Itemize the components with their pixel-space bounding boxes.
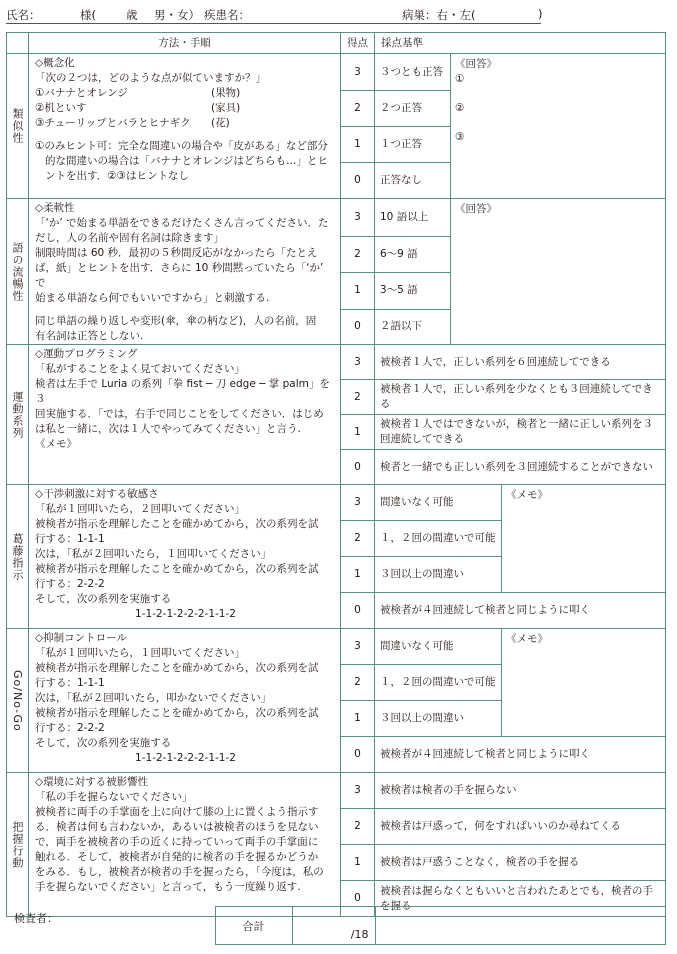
score-value: 0 [341, 881, 375, 917]
category-motor-series: 運動系列 [7, 345, 29, 485]
criteria-text: 被検者１人で，正しい系列を６回連続してできる [375, 345, 666, 380]
criteria-text: １つ正答 [375, 127, 451, 163]
category-fluency: 語の流暢性 [7, 199, 29, 345]
score-header: 得点 [341, 33, 375, 54]
criteria-text: 6〜9 語 [375, 236, 451, 273]
total-remarks-field[interactable] [375, 907, 665, 945]
age-label: 歳 [126, 8, 138, 22]
score-value: 3 [341, 485, 375, 521]
category-conflicting-instructions: 葛藤指示 [7, 485, 29, 629]
score-value: 1 [341, 557, 375, 593]
score-value: 0 [341, 737, 375, 773]
score-value: 1 [341, 845, 375, 881]
criteria-header: 採点基準 [375, 33, 666, 54]
criteria-text: 検者と一緒でも正しい系列を３回連続することができない [375, 450, 666, 485]
criteria-text: 被検者が４回連続して検者と同じように叩く [375, 737, 666, 773]
criteria-text: 間違いなく可能 [375, 485, 502, 521]
score-value: 3 [341, 345, 375, 380]
criteria-text: 10 語以上 [375, 199, 451, 237]
form-header [6, 4, 666, 24]
score-value: 2 [341, 809, 375, 845]
total-label: 合計 [215, 907, 292, 945]
footer-table [6, 906, 666, 945]
criteria-text: ２語以下 [375, 309, 451, 344]
criteria-text: １，２回の間違いで可能 [375, 521, 502, 557]
score-value: 1 [341, 701, 375, 737]
method-conflicting-instructions: ◇干渉刺激に対する敏感さ 「私が１回叩いたら，２回叩いてください」 被検者が指示を理解したことを確かめてから，次の系列を試 行する：1-1-1 次は，「私が２回叩いたら，１回叩いてください」 被検者が指示を理解したことを確かめてから，次の系列を試 行する：2-2-2 そして，次の系列を実施する 1-1-2-1-2-2-2-1-1-2 [29, 485, 341, 629]
score-value: 3 [341, 629, 375, 665]
lesion-close: ) [538, 7, 543, 21]
criteria-text: 3〜5 語 [375, 273, 451, 310]
total-score-field[interactable]: /18 [292, 907, 375, 945]
criteria-text: 被検者１人で，正しい系列を少なくとも３回連続してできる [375, 380, 666, 415]
score-value: 3 [341, 54, 375, 91]
method-motor-series: ◇運動プログラミング 「私がすることをよく見ておいてください」 検者は左手で Luria の系列「拳 fist ─ 刀 edge ─ 掌 palm」を３ 回実施する．「では，右手で同じことをしてください．はじめ は私と一緒に，次は１人でやってみてください」と言う. 《メモ》 [29, 345, 341, 485]
score-value: 3 [341, 199, 375, 237]
memo-area: 《メモ》 [502, 485, 666, 593]
category-go-no-go: Go/No-Go [7, 629, 29, 773]
memo-area: 《メモ》 [502, 629, 666, 737]
criteria-text: ３回以上の間違い [375, 557, 502, 593]
score-value: 2 [341, 521, 375, 557]
criteria-text: 被検者は戸惑うことなく，検者の手を握る [375, 845, 666, 881]
score-value: 2 [341, 236, 375, 273]
criteria-text: 被検者は戸惑って，何をすればいいのか尋ねてくる [375, 809, 666, 845]
criteria-text: 被検者１人ではできないが，検者と一緒に正しい系列を３回連続してできる [375, 415, 666, 450]
method-similarity: ◇概念化 「次の２つは，どのような点が似ていますか？」 ①バナナとオレンジ (果物) ②机といす (家具) ③チューリップとバラとヒナギク (花) ①のみヒント可：完全な間違いの場合や「皮がある」など部分 的な間違いの場合は「バナナとオレンジはどちらも…」とヒ ントを出す．②③はヒントなし [29, 54, 341, 199]
score-value: 0 [341, 593, 375, 629]
sama-label: 様( [80, 8, 96, 22]
score-value: 1 [341, 415, 375, 450]
score-value: 0 [341, 450, 375, 485]
criteria-text: 被検者が４回連続して検者と同じように叩く [375, 593, 666, 629]
criteria-text: ２つ正答 [375, 91, 451, 127]
criteria-text: 被検者は検者の手を握らない [375, 773, 666, 809]
criteria-text: ３回以上の間違い [375, 701, 502, 737]
score-value: 1 [341, 273, 375, 310]
category-similarity: 類似性 [7, 54, 29, 199]
answer-area: 《回答》 ① ② ③ [451, 54, 666, 199]
score-value: 0 [341, 309, 375, 344]
method-go-no-go: ◇抑制コントロール 「私が１回叩いたら，１回叩いてください」 被検者が指示を理解したことを確かめてから，次の系列を試 行する：1-1-1 次は，「私が２回叩いたら，叩かないでください」 被検者が指示を理解したことを確かめてから，次の系列を試 行する：2-2-2 そして，次の系列を実施する 1-1-2-1-2-2-2-1-1-2 [29, 629, 341, 773]
method-grasping-behavior: ◇環境に対する被影響性 「私の手を握らないでください」 被検者に両手の手掌面を上に向けて膝の上に置くよう指示す る．検者は何も言わないか，あるいは被検者のほうを見ない で，両手を被検者の手の近くに持っていって両手の手掌面に 触れる．そして，被検者が自発的に検者の手を握るかどうか をみる．もし，被検者が検者の手を握ったら，「今度は，私の 手を握らないでください」と言って，もう一度繰り返す. [29, 773, 341, 917]
examiner-label: 検査者： [14, 911, 58, 925]
score-value: 0 [341, 163, 375, 199]
score-value: 2 [341, 665, 375, 701]
score-value: 2 [341, 380, 375, 415]
criteria-text: １，２回の間違いで可能 [375, 665, 502, 701]
criteria-text: 被検者は握らなくともいいと言われたあとでも，検者の手を握る [375, 881, 666, 917]
lesion-label: 病巣：右・左( [402, 8, 476, 22]
sex-label: 男・女） [154, 8, 200, 22]
category-grasping-behavior: 把握行動 [7, 773, 29, 917]
column-header-row [7, 33, 666, 54]
criteria-text: ３つとも正答 [375, 54, 451, 91]
score-value: 3 [341, 773, 375, 809]
diagnosis-label: 疾患名： [204, 8, 250, 22]
answer-area: 《回答》 [451, 199, 666, 345]
score-value: 1 [341, 127, 375, 163]
name-label: 氏名： [6, 8, 41, 22]
score-value: 2 [341, 91, 375, 127]
criteria-text: 間違いなく可能 [375, 629, 502, 665]
assessment-table [6, 32, 666, 917]
method-fluency: ◇柔軟性 「‘か’ で始まる単語をできるだけたくさん言ってください．た だし，人の名前や固有名詞は除きます」 制限時間は 60 秒．最初の５秒間反応がなかったら「たとえ ば，紙」とヒントを出す．さらに 10 秒間黙っていたら「‘か’ で 始まる単語なら何でもいいですから」と刺激する. 同じ単語の繰り返しや変形(傘，傘の柄など)，人の名前，固 有名詞は正答としない. [29, 199, 341, 345]
method-header: 方法・手順 [29, 33, 341, 54]
criteria-text: 正答なし [375, 163, 451, 199]
header-underline [6, 23, 541, 24]
